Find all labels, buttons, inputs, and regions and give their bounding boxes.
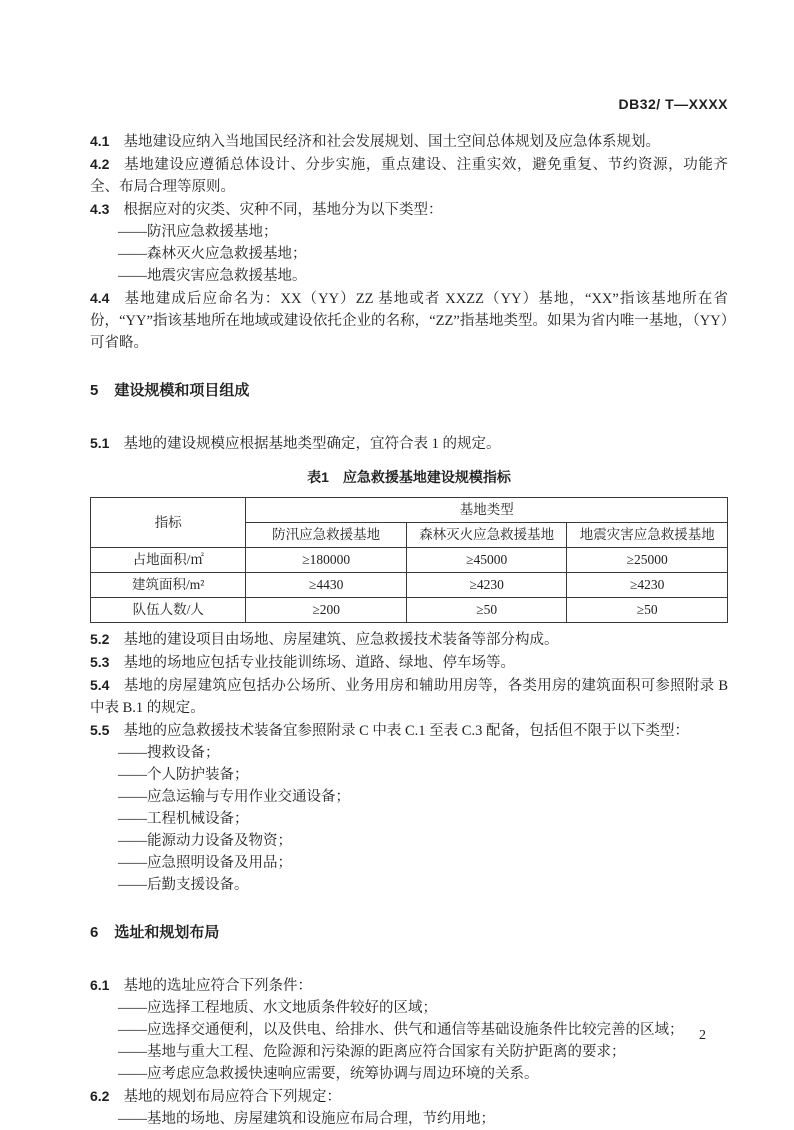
list-item: ——基地与重大工程、危险源和污染源的距离应符合国家有关防护距离的要求； [118,1044,626,1060]
doc-code-header: DB32/ T—XXXX [618,96,728,112]
cell-value: ≥45000 [406,548,567,573]
list-item: ——地震灾害应急救援基地。 [118,268,307,284]
table-subheader-earthquake: 地震灾害应急救援基地 [567,523,728,548]
list-item: ——搜救设备； [118,745,220,761]
table-row [91,598,728,623]
cell-value: ≥4430 [246,573,407,598]
row-indicator: 建筑面积/m² [91,573,246,598]
section-title: 建设规模和项目组成 [114,382,250,399]
section-5-heading [90,380,728,402]
list-item: ——应急照明设备及用品； [118,855,292,871]
table-header-row [91,498,728,523]
clause-number: 4.2 [90,156,110,172]
cell-value: ≥50 [406,598,567,623]
clause-4-1 [90,130,728,153]
table-caption-text: 应急救援基地建设规模指标 [342,469,511,485]
table1-caption [90,467,728,487]
list-item: ——个人防护装备； [118,767,249,783]
cell-value: ≥4230 [567,573,728,598]
clause-5-2 [90,628,728,651]
clause-text: 基地的规划布局应符合下列规定： [123,1089,341,1105]
section-number: 6 [90,924,99,941]
row-indicator: 占地面积/㎡ [91,548,246,573]
table-header-base-type-group: 基地类型 [246,498,728,523]
list-item: ——基地的场地、房屋建筑和设施应布局合理，节约用地； [118,1111,495,1127]
section-6-heading [90,922,728,944]
clause-text: 基地建设应遵循总体设计、分步实施，重点建设、注重实效，避免重复、节约资源，功能齐全、布局合理等原则。 [90,157,728,195]
list-item: ——后勤支援设备。 [118,877,249,893]
table-header-indicator: 指标 [91,498,246,548]
clause-number: 6.1 [90,977,110,993]
clause-number: 6.2 [90,1088,110,1104]
clause-5-1 [90,432,728,455]
cell-value: ≥200 [246,598,407,623]
table-caption-label: 表1 [307,469,329,485]
row-indicator: 队伍人数/人 [91,598,246,623]
list-item: ——应考虑应急救援快速响应需要，统筹协调与周边环境的关系。 [118,1066,539,1082]
clause-number: 5.4 [90,677,110,693]
clause-text: 基地的场地应包括专业技能训练场、道路、绿地、停车场等。 [123,655,515,671]
table-subheader-flood: 防汛应急救援基地 [246,523,407,548]
cell-value: ≥25000 [567,548,728,573]
clause-number: 5.5 [90,722,110,738]
clause-6-1 [90,974,728,997]
clause-4-2 [90,153,728,198]
section-number: 5 [90,382,99,399]
clause-number: 4.3 [90,201,110,217]
clause-5-4 [90,674,728,719]
cell-value: ≥180000 [246,548,407,573]
clause-number: 5.2 [90,631,110,647]
table-subheader-forest-fire: 森林灭火应急救援基地 [406,523,567,548]
list-item: ——能源动力设备及物资； [118,833,292,849]
clause-text: 根据应对的灾类、灾种不同，基地分为以下类型： [123,202,443,218]
table-row [91,573,728,598]
clause-4-3 [90,198,728,221]
clause-text: 基地的建设项目由场地、房屋建筑、应急救援技术装备等部分构成。 [123,632,559,648]
clause-text: 基地的建设规模应根据基地类型确定，宜符合表 1 的规定。 [123,436,501,452]
clause-text: 基地的房屋建筑应包括办公场所、业务用房和辅助用房等，各类用房的建筑面积可参照附录 B 中表 B.1 的规定。 [90,678,728,716]
list-item: ——防汛应急救援基地； [118,224,278,240]
clause-number: 4.1 [90,133,110,149]
clause-number: 5.1 [90,435,110,451]
clause-4-4 [90,287,728,354]
clause-number: 5.3 [90,654,110,670]
table1 [90,497,728,623]
clause-text: 基地的选址应符合下列条件： [123,978,312,994]
list-item: ——应选择交通便利，以及供电、给排水、供气和通信等基础设施条件比较完善的区域； [118,1022,684,1038]
page-content [90,96,728,1130]
cell-value: ≥50 [567,598,728,623]
clause-text: 基地的应急救援技术装备宜参照附录 C 中表 C.1 至表 C.3 配备，包括但不限于以下类型： [123,723,689,739]
list-item: ——森林灭火应急救援基地； [118,246,307,262]
page-number: 2 [699,1028,706,1043]
clause-text: 基地建设应纳入当地国民经济和社会发展规划、国土空间总体规划及应急体系规划。 [123,134,660,150]
cell-value: ≥4230 [406,573,567,598]
list-item: ——应急运输与专用作业交通设备； [118,789,350,805]
section-title: 选址和规划布局 [114,924,220,941]
table-row [91,548,728,573]
clause-text: 基地建成后应命名为：XX（YY）ZZ 基地或者 XXZZ（YY）基地，“XX”指该基地所在省份，“YY”指该基地所在地域或建设依托企业的名称，“ZZ”指基地类型。如果为省内唯一基地，（YY）可省略。 [90,291,728,351]
clause-5-3 [90,651,728,674]
clause-5-5 [90,719,728,742]
clause-6-2 [90,1085,728,1108]
clause-number: 4.4 [90,290,110,306]
list-item: ——应选择工程地质、水文地质条件较好的区域； [118,1000,437,1016]
list-item: ——工程机械设备； [118,811,249,827]
